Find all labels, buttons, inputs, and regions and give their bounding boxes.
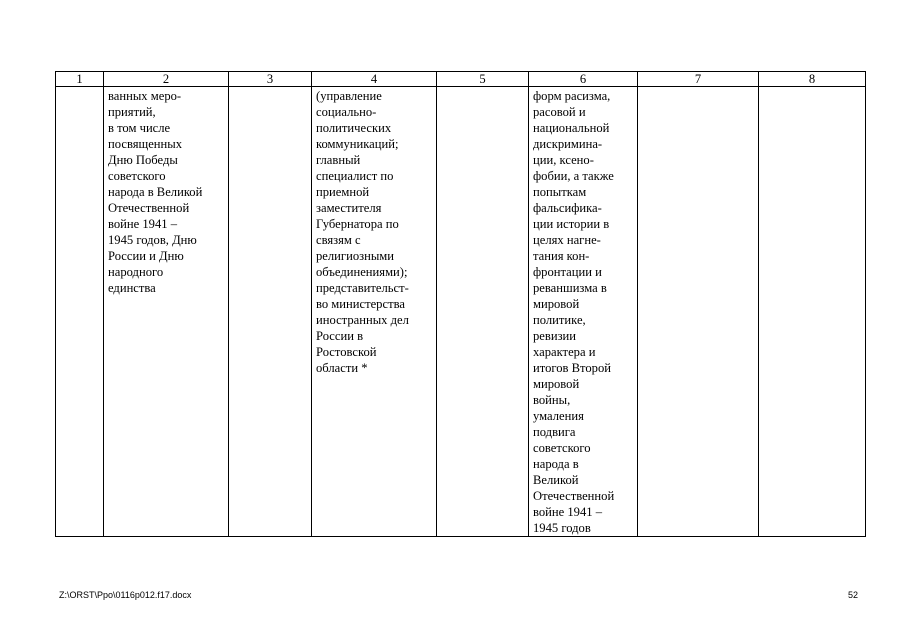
column-header-2: 2 [104, 72, 229, 87]
table-cell-col-2: ванных меро- приятий, в том числе посвященных Дню Победы советского народа в Великой Отечественной войне 1941 – 1945 годов, Дню России и Дню народного единства [104, 87, 229, 537]
column-header-7: 7 [638, 72, 759, 87]
table-cell-col-4: (управление социально- политических коммуникаций; главный специалист по приемной заместителя Губернатора по связям с религиозными объединениями); представительст- во министерства иностранных дел России в Ростовской области * [312, 87, 437, 537]
schedule-table [55, 71, 866, 537]
column-header-8: 8 [759, 72, 866, 87]
column-header-5: 5 [437, 72, 529, 87]
footer-file-path: Z:\ORST\Ppo\0116p012.f17.docx [59, 590, 192, 600]
table-row [56, 87, 866, 537]
table-cell-col-7 [638, 87, 759, 537]
column-header-4: 4 [312, 72, 437, 87]
column-header-6: 6 [529, 72, 638, 87]
header-row [56, 72, 866, 87]
column-header-3: 3 [229, 72, 312, 87]
table-cell-col-1 [56, 87, 104, 537]
column-header-1: 1 [56, 72, 104, 87]
table-cell-col-3 [229, 87, 312, 537]
table-cell-col-6: форм расизма, расовой и национальной дискримина- ции, ксено- фобии, а также попыткам фальсифика- ции истории в целях нагне- тания кон- фронтации и реваншизма в мировой политике, ревизии характера и итогов Второй мировой войны, умаления подвига советского народа в Великой Отечественной войне 1941 – 1945 годов [529, 87, 638, 537]
table-cell-col-8 [759, 87, 866, 537]
table-cell-col-5 [437, 87, 529, 537]
page-number: 52 [848, 590, 859, 600]
